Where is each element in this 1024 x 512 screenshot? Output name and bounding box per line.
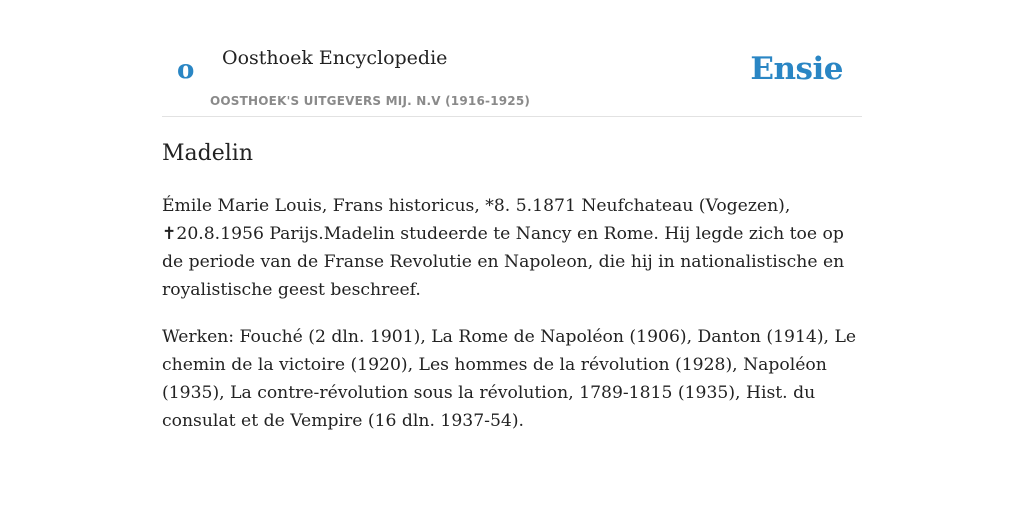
article-paragraph: Émile Marie Louis, Frans historicus, *8. 5.1871 Neufchateau (Vogezen), ✝20.8.1956 Parijs.Madelin studeerde te Nancy en Rome. Hij legde zich toe op de periode van de Franse Revolutie en Napoleon, die hij in nationalistische en royalistische geest beschreef. — [162, 196, 845, 300]
article-paragraph: Werken: Fouché (2 dln. 1901), La Rome de Napoléon (1906), Danton (1914), Le chemin de la victoire (1920), Les hommes de la révolution (1928), Napoléon (1935), La contre-révolution sous la révolution, 1789-1815 (1935), Hist. du consulat et de Vempire (16 dln. 1937-54). — [162, 327, 857, 431]
article — [162, 136, 862, 435]
site-header — [162, 0, 862, 117]
site-title[interactable]: Oosthoek Encyclopedie — [222, 47, 448, 69]
site-logo-icon[interactable]: o — [177, 55, 195, 85]
brand-logo-link[interactable]: Ensie — [750, 51, 843, 87]
publisher-subtitle: OOSTHOEK'S UITGEVERS MIJ. N.V (1916-1925) — [210, 94, 531, 108]
article-title: Madelin — [162, 141, 253, 166]
